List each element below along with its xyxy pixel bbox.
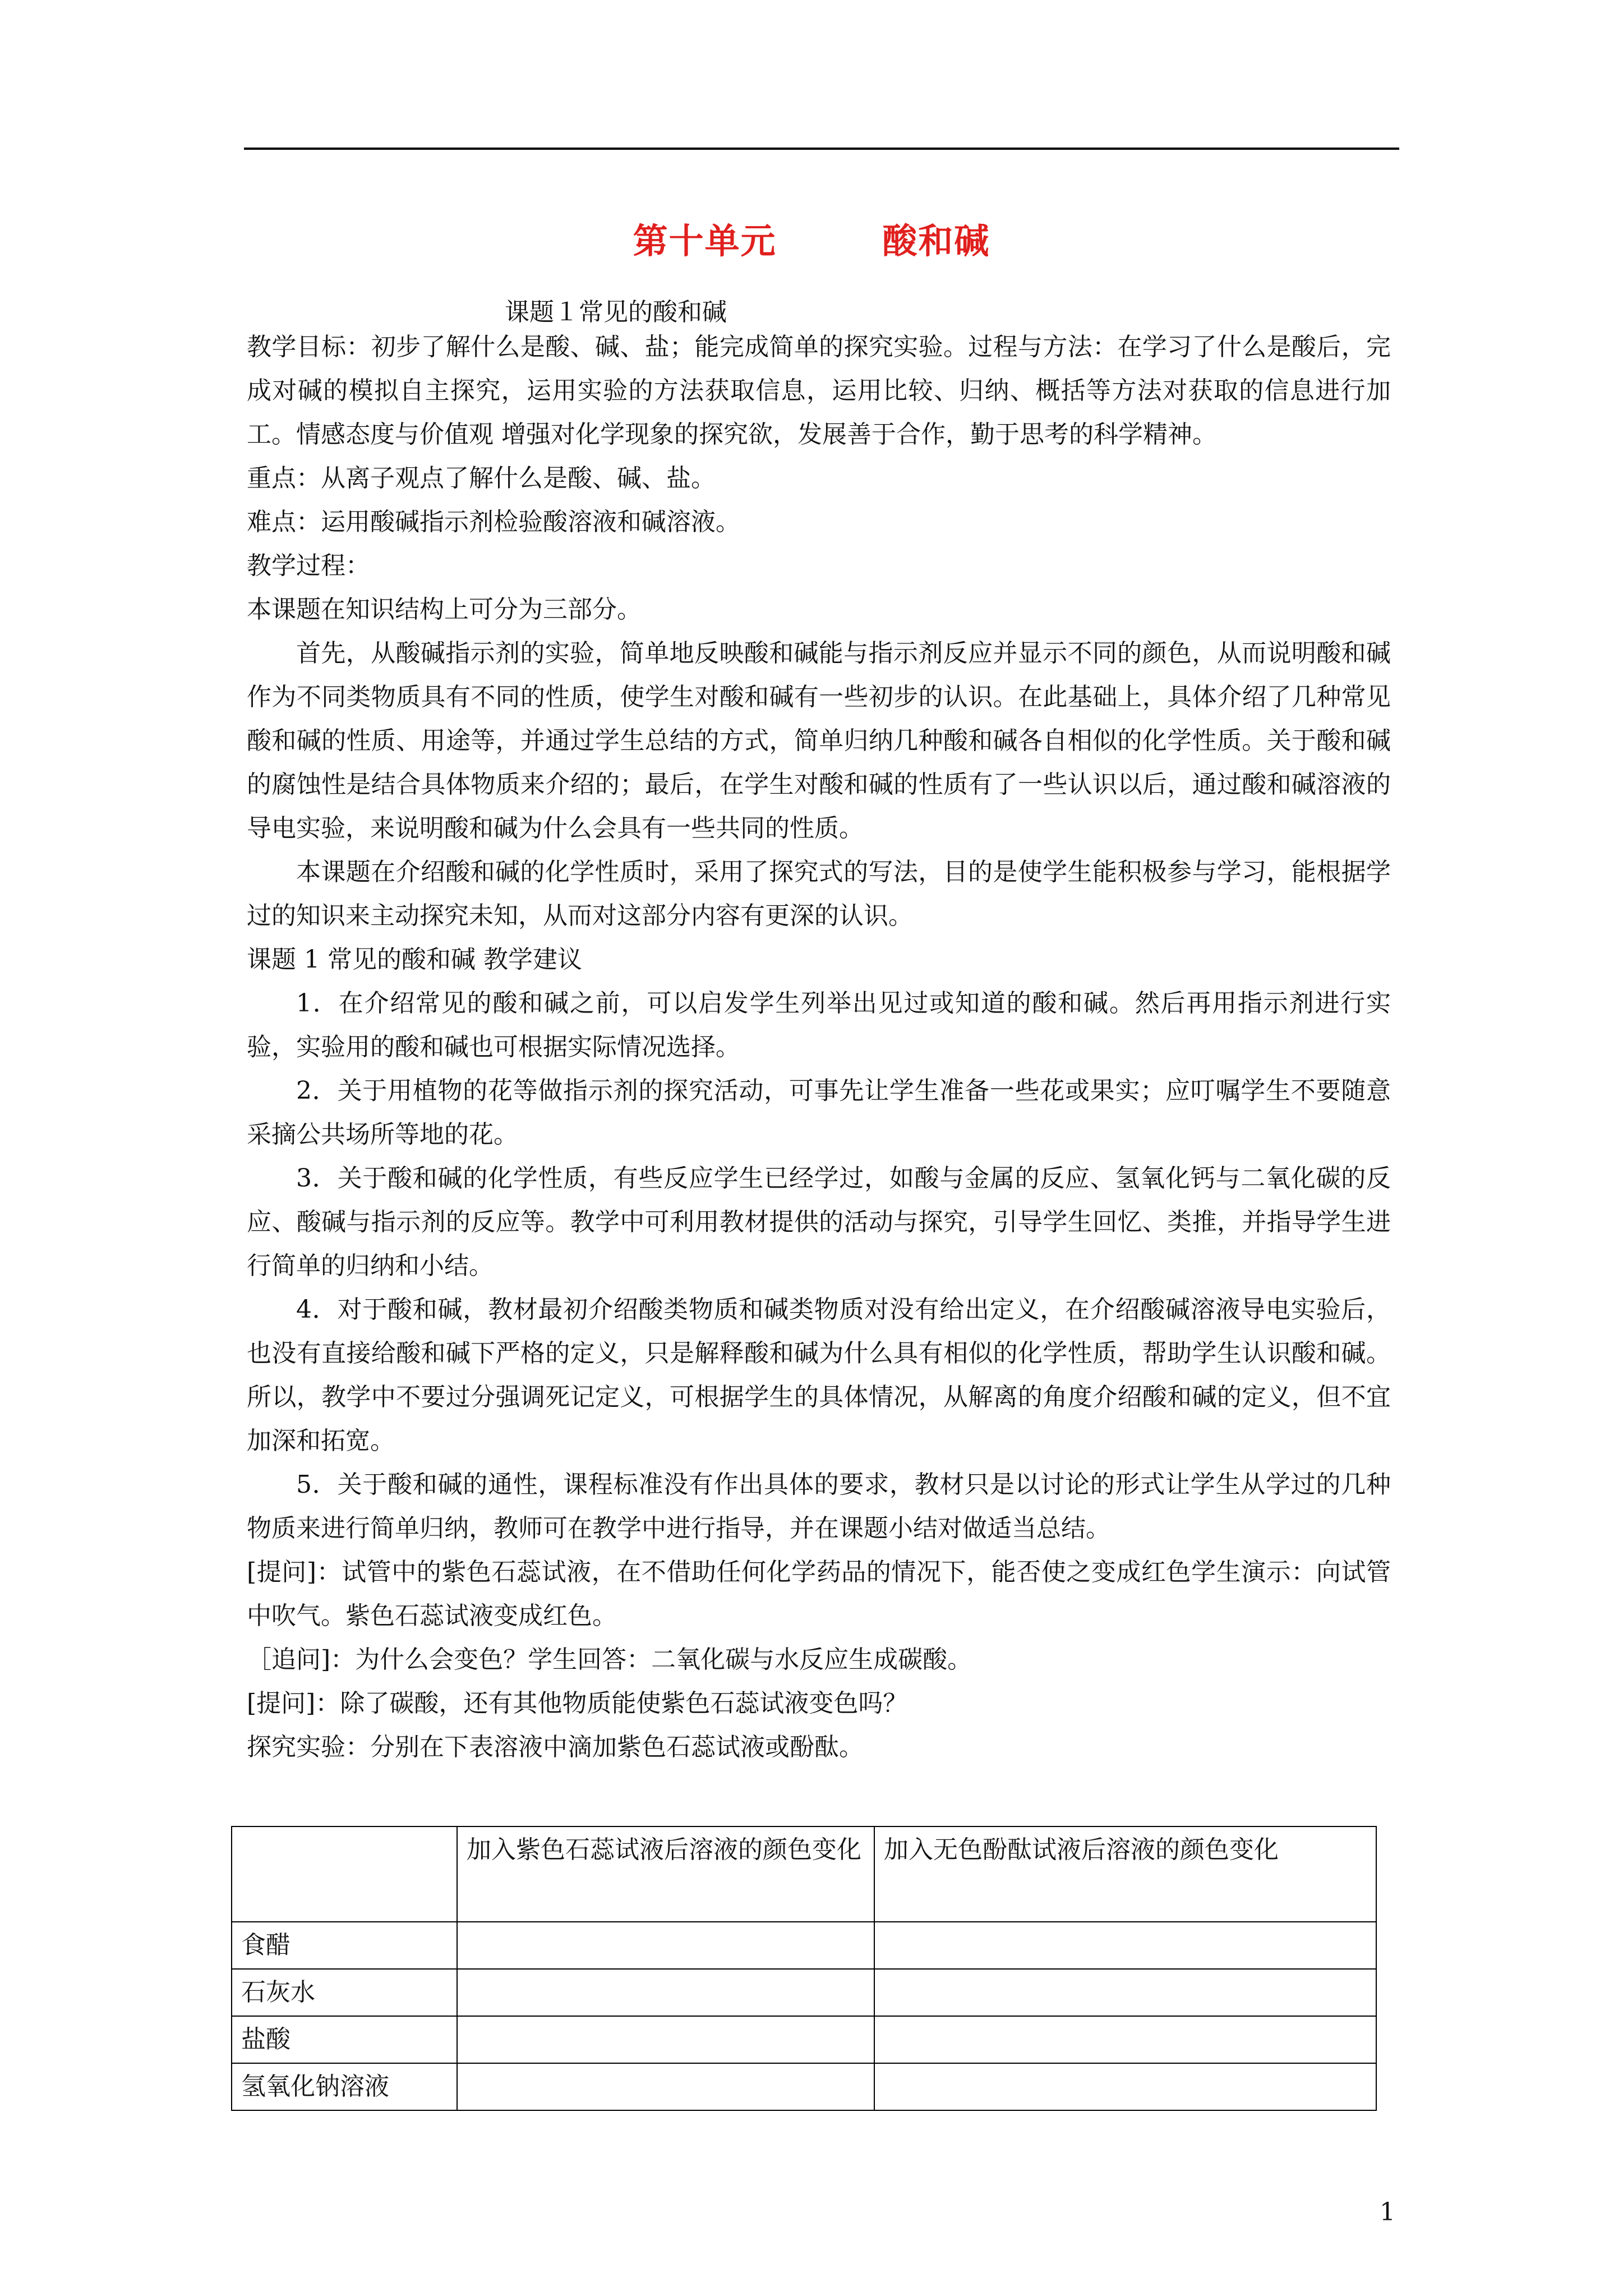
follow-up-question: ［追问]：为什么会变色？学生回答：二氧化碳与水反应生成碳酸。 bbox=[247, 1645, 972, 1674]
header-rule bbox=[244, 148, 1399, 150]
body-text bbox=[247, 325, 1391, 1769]
table-cell: 盐酸 bbox=[232, 2016, 457, 2063]
table-row bbox=[232, 2016, 1376, 2063]
page-number: 1 bbox=[1380, 2198, 1395, 2226]
table-header-cell: 加入紫色石蕊试液后溶液的颜色变化 bbox=[457, 1826, 874, 1922]
table-cell: 氢氧化钠溶液 bbox=[232, 2063, 457, 2110]
table-row bbox=[232, 1969, 1376, 2016]
suggestion-5: 5．关于酸和碱的通性，课程标准没有作出具体的要求，教材只是以讨论的形式让学生从学过的几种物质来进行简单归纳，教师可在教学中进行指导，并在课题小结对做适当总结。 bbox=[247, 1470, 1391, 1543]
paragraph-first: 首先，从酸碱指示剂的实验，简单地反映酸和碱能与指示剂反应并显示不同的颜色，从而说明酸和碱作为不同类物质具有不同的性质，使学生对酸和碱有一些初步的认识。在此基础上，具体介绍了几种常见酸和碱的性质、用途等，并通过学生总结的方式，简单归纳几种酸和碱各自相似的化学性质。关于酸和碱的腐蚀性是结合具体物质来介绍的；最后，在学生对酸和碱的性质有了一些认识以后，通过酸和碱溶液的导电实验，来说明酸和碱为什么会具有一些共同的性质。 bbox=[247, 639, 1391, 843]
table-cell bbox=[874, 1969, 1376, 2016]
suggestion-2: 2．关于用植物的花等做指示剂的探究活动，可事先让学生准备一些花或果实；应叮嘱学生不要随意采摘公共场所等地的花。 bbox=[247, 1076, 1391, 1149]
lesson-subtitle: 课题１常见的酸和碱 bbox=[505, 298, 727, 326]
experiment-table bbox=[231, 1826, 1377, 2111]
paragraph-objectives: 教学目标：初步了解什么是酸、碱、盐；能完成简单的探究实验。过程与方法：在学习了什么是酸后，完成对碱的模拟自主探究，运用实验的方法获取信息，运用比较、归纳、概括等方法对获取的信息进行加工。情感态度与价值观 增强对化学现象的探究欲，发展善于合作，勤于思考的科学精神。 bbox=[247, 333, 1391, 449]
table-cell: 食醋 bbox=[232, 1922, 457, 1969]
table-cell: 石灰水 bbox=[232, 1969, 457, 2016]
question-2: [提问]：除了碳酸，还有其他物质能使紫色石蕊试液变色吗？ bbox=[247, 1689, 908, 1718]
suggestion-4: 4．对于酸和碱，教材最初介绍酸类物质和碱类物质对没有给出定义，在介绍酸碱溶液导电实验后，也没有直接给酸和碱下严格的定义，只是解释酸和碱为什么具有相似的化学性质，帮助学生认识酸和碱。所以，教学中不要过分强调死记定义，可根据学生的具体情况，从解离的角度介绍酸和碱的定义，但不宜加深和拓宽。 bbox=[247, 1295, 1391, 1455]
table-row bbox=[232, 2063, 1376, 2110]
table-cell bbox=[457, 1922, 874, 1969]
paragraph-structure: 本课题在知识结构上可分为三部分。 bbox=[247, 595, 642, 624]
suggestion-1: 1．在介绍常见的酸和碱之前，可以启发学生列举出见过或知道的酸和碱。然后再用指示剂进行实验，实验用的酸和碱也可根据实际情况选择。 bbox=[247, 989, 1391, 1061]
question-1: [提问]：试管中的紫色石蕊试液，在不借助任何化学药品的情况下，能否使之变成红色学生演示：向试管中吹气。紫色石蕊试液变成红色。 bbox=[247, 1558, 1391, 1630]
table-header-cell: 加入无色酚酞试液后溶液的颜色变化 bbox=[874, 1826, 1376, 1922]
paragraph-process-heading: 教学过程： bbox=[247, 551, 370, 580]
table-cell bbox=[874, 2063, 1376, 2110]
table-cell bbox=[874, 2016, 1376, 2063]
table-header-row bbox=[232, 1826, 1376, 1922]
paragraph-key-point: 重点：从离子观点了解什么是酸、碱、盐。 bbox=[247, 464, 716, 493]
experiment-intro: 探究实验：分别在下表溶液中滴加紫色石蕊试液或酚酞。 bbox=[247, 1733, 864, 1761]
table-cell bbox=[874, 1922, 1376, 1969]
paragraph-difficulty: 难点：运用酸碱指示剂检验酸溶液和碱溶液。 bbox=[247, 508, 740, 536]
table-cell bbox=[457, 2063, 874, 2110]
table-header-cell bbox=[232, 1826, 457, 1922]
paragraph-inquiry: 本课题在介绍酸和碱的化学性质时，采用了探究式的写法，目的是使学生能积极参与学习，能根据学过的知识来主动探究未知，从而对这部分内容有更深的认识。 bbox=[247, 858, 1391, 930]
table-cell bbox=[457, 1969, 874, 2016]
suggestion-3: 3．关于酸和碱的化学性质，有些反应学生已经学过，如酸与金属的反应、氢氧化钙与二氧化碳的反应、酸碱与指示剂的反应等。教学中可利用教材提供的活动与探究，引导学生回忆、类推，并指导学生进行简单的归纳和小结。 bbox=[247, 1164, 1391, 1280]
paragraph-suggestions-heading: 课题 1 常见的酸和碱 教学建议 bbox=[247, 945, 582, 974]
table-row bbox=[232, 1922, 1376, 1969]
page-title: 第十单元 酸和碱 bbox=[633, 220, 990, 261]
table-cell bbox=[457, 2016, 874, 2063]
